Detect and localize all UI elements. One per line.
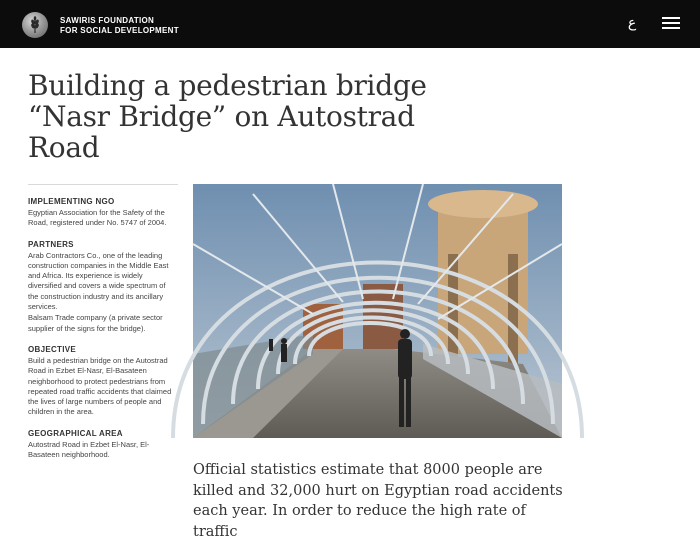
wheat-logo-icon[interactable] xyxy=(22,12,48,38)
geographical-area-text: Autostrad Road in Ezbet El-Nasr, El-Basateen neighborhood. xyxy=(28,439,150,460)
page-title: Building a pedestrian bridge “Nasr Bridge” on Autostrad Road xyxy=(28,69,427,164)
implementing-ngo-section xyxy=(28,197,178,229)
objective-label: OBJECTIVE xyxy=(28,344,77,354)
implementing-ngo-label: IMPLEMENTING NGO xyxy=(28,197,115,206)
geographical-area-label: GEOGRAPHICAL AREA xyxy=(28,428,123,438)
objective-text: Build a pedestrian bridge on the Autostrad Road in Ezbet El-Nasr, El-Basateen neighborhood to protect pedestrians from repeated road traffic accidents that claimed the lives of large numbers of people and children in the area. xyxy=(28,355,172,417)
article-body: Official statistics estimate that 8000 people are killed and 32,000 hurt on Egyptian road accidents each year. In order to reduce the high rate of traffic xyxy=(193,462,563,540)
site-header xyxy=(0,0,700,48)
brand-line-2: FOR SOCIAL DEVELOPMENT xyxy=(60,26,179,35)
brand-line-1: SAWIRIS FOUNDATION xyxy=(60,16,155,25)
partners-text: Arab Contractors Co., one of the leading construction companies in the Middle East and Africa. Its experience is widely diversified and covers a wide spectrum of the construction industry and its ancillary services. xyxy=(28,250,169,312)
brand-name[interactable] xyxy=(60,16,179,36)
objective-section xyxy=(28,345,178,418)
pedestrian-bridge-photo xyxy=(193,184,562,438)
geographical-area-section xyxy=(28,429,178,461)
implementing-ngo-text: Egyptian Association for the Safety of the Road, registered under No. 5747 of 2004. xyxy=(28,208,167,228)
hamburger-menu-icon[interactable] xyxy=(662,17,680,31)
partners-section xyxy=(28,240,178,334)
partners-label: PARTNERS xyxy=(28,239,74,249)
project-info-sidebar xyxy=(28,184,178,471)
partners-text-2: Balsam Trade company (a private sector supplier of the signs for the bridge). xyxy=(28,313,163,333)
language-toggle[interactable]: ع xyxy=(627,15,637,31)
